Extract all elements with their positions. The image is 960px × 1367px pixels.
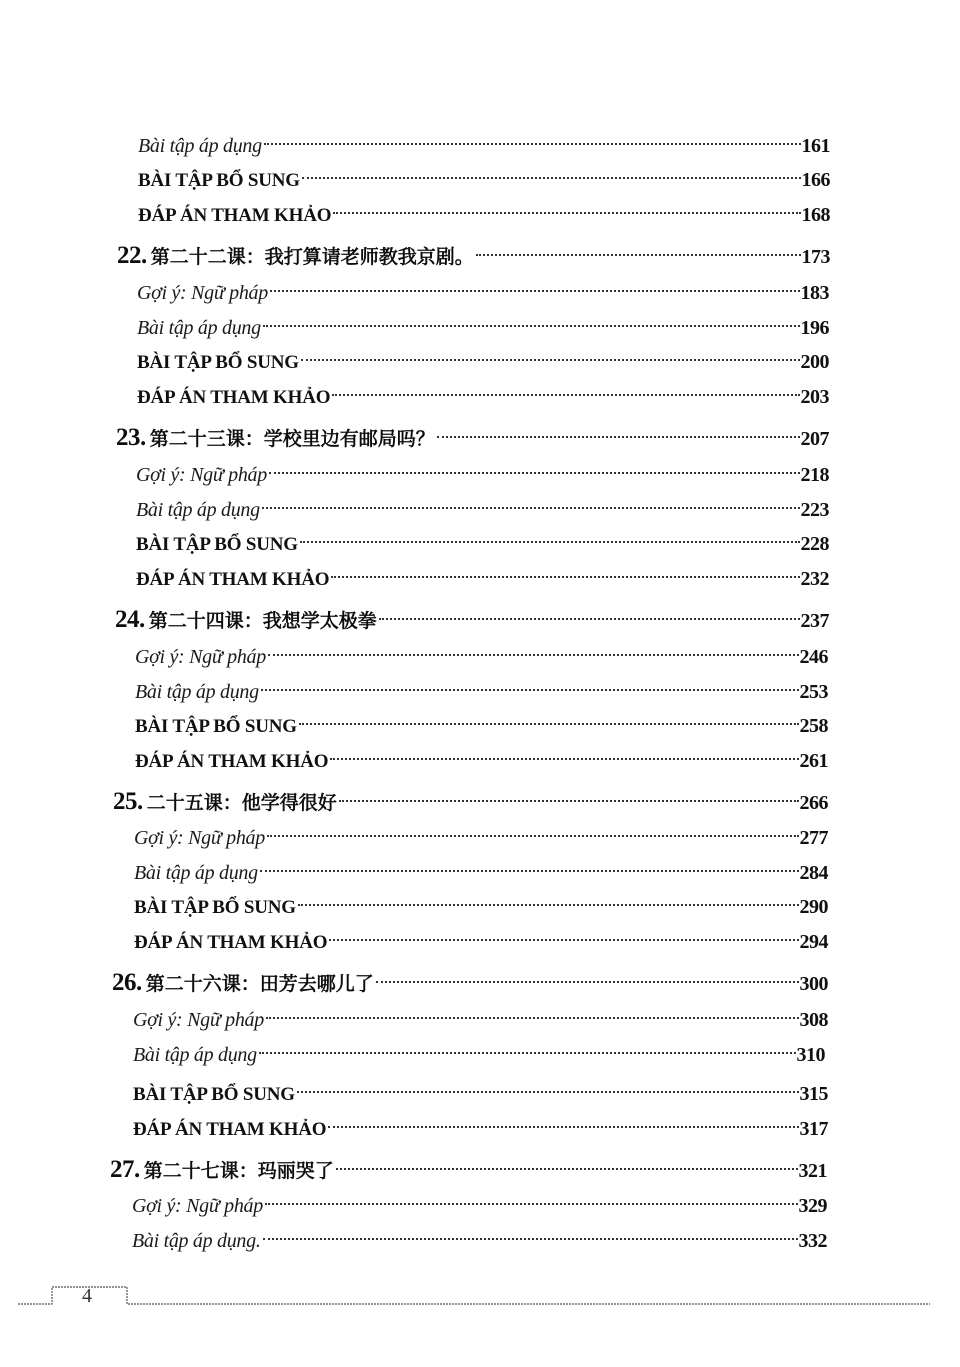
toc-entry-page: 300 <box>799 973 828 995</box>
toc-entry[interactable] <box>132 1217 827 1252</box>
toc-entry[interactable] <box>133 1105 828 1140</box>
toc-entry-page: 183 <box>800 282 829 304</box>
dot-leader <box>262 486 800 516</box>
toc-entry-label: Gợi ý: Ngữ pháp <box>137 282 268 304</box>
chapter-number: 27. <box>110 1156 140 1183</box>
toc-entry-page: 290 <box>799 896 828 918</box>
dot-leader <box>476 229 801 263</box>
toc-entry[interactable] <box>134 918 828 953</box>
footer-rule <box>0 1280 960 1320</box>
toc-entry-label: ĐÁP ÁN THAM KHẢO <box>134 932 328 953</box>
dot-leader <box>268 633 799 663</box>
toc-entry-page: 228 <box>800 533 829 555</box>
dot-leader <box>329 918 798 948</box>
dot-leader <box>301 338 800 368</box>
toc-entry-label: BÀI TẬP BỔ SUNG <box>138 170 300 191</box>
dot-leader <box>265 1182 798 1212</box>
toc-chapter-entry[interactable] <box>113 775 828 815</box>
toc-entry-label: Gợi ý: Ngữ pháp <box>134 827 265 849</box>
toc-chapter-entry[interactable] <box>110 1143 827 1183</box>
toc-entry[interactable] <box>135 668 828 703</box>
toc-entry[interactable] <box>136 451 829 486</box>
chapter-number: 26. <box>112 969 142 996</box>
chapter-number: 24. <box>115 606 145 633</box>
toc-entry[interactable] <box>137 338 829 373</box>
toc-entry[interactable] <box>133 1070 828 1105</box>
dot-leader <box>261 668 799 698</box>
dot-leader <box>263 304 800 334</box>
toc-chapter-entry[interactable] <box>117 229 830 269</box>
toc-entry-page: 207 <box>800 428 829 450</box>
toc-entry-label: Bài tập áp dụng <box>136 499 260 521</box>
dot-leader <box>263 1217 798 1247</box>
toc-entry-label: BÀI TẬP BỔ SUNG <box>136 534 298 555</box>
chapter-title: 二十五课：他学得很好 <box>146 792 337 814</box>
toc-entry-label: BÀI TẬP BỔ SUNG <box>135 716 297 737</box>
toc-entry-page: 317 <box>799 1118 828 1140</box>
toc-entry-page: 308 <box>799 1009 828 1031</box>
toc-entry[interactable] <box>138 122 830 157</box>
toc-entry-page: 203 <box>800 386 829 408</box>
toc-entry[interactable] <box>132 1182 827 1217</box>
toc-entry[interactable] <box>137 269 829 304</box>
toc-entry[interactable] <box>136 486 829 521</box>
chapter-title: 第二十六课：田芳去哪儿了 <box>145 973 374 995</box>
toc-entry-label: BÀI TẬP BỔ SUNG <box>137 352 299 373</box>
dot-leader <box>270 269 800 299</box>
toc-chapter-entry[interactable] <box>116 411 829 451</box>
toc-entry-page: 173 <box>801 246 830 268</box>
dot-leader <box>300 520 800 550</box>
chapter-title: 第二十四课：我想学太极拳 <box>148 610 377 632</box>
toc-entry-page: 315 <box>799 1083 828 1105</box>
toc-entry-page: 196 <box>800 317 829 339</box>
toc-chapter-entry[interactable] <box>115 593 829 633</box>
toc-entry-label: Bài tập áp dụng <box>133 1044 257 1066</box>
toc-entry-label: Bài tập áp dụng <box>138 135 262 157</box>
toc-entry-page: 218 <box>800 464 829 486</box>
toc-entry-label: Gợi ý: Ngữ pháp <box>136 464 267 486</box>
toc-entry[interactable] <box>135 737 828 772</box>
toc-entry-label: ĐÁP ÁN THAM KHẢO <box>133 1119 327 1140</box>
toc-entry-page: 284 <box>799 862 828 884</box>
dot-leader <box>336 1143 798 1177</box>
toc-entry[interactable] <box>135 633 828 668</box>
page-number: 4 <box>82 1285 92 1307</box>
toc-entry[interactable] <box>133 1031 825 1066</box>
toc-entry-page: 332 <box>798 1230 827 1252</box>
toc-entry-label: ĐÁP ÁN THAM KHẢO <box>137 387 331 408</box>
dot-leader <box>379 593 800 627</box>
toc-entry-page: 166 <box>801 169 830 191</box>
dot-leader <box>331 555 799 585</box>
dot-leader <box>267 814 799 844</box>
toc-entry[interactable] <box>137 373 829 408</box>
dot-leader <box>266 996 799 1026</box>
dot-leader <box>299 702 799 732</box>
toc-entry-page: 232 <box>800 568 829 590</box>
toc-entry-page: 277 <box>799 827 828 849</box>
toc-entry-page: 310 <box>796 1044 825 1066</box>
chapter-number: 22. <box>117 242 147 269</box>
chapter-number: 25. <box>113 788 143 815</box>
toc-entry-page: 223 <box>800 499 829 521</box>
toc-entry-label: Bài tập áp dụng. <box>132 1230 261 1252</box>
chapter-title: 第二十二课：我打算请老师教我京剧。 <box>150 246 474 268</box>
page-footer <box>0 1280 960 1320</box>
toc-entry-label: Bài tập áp dụng <box>135 681 259 703</box>
dot-leader <box>328 1105 798 1135</box>
toc-entry-page: 246 <box>799 646 828 668</box>
dot-leader <box>302 156 801 186</box>
dot-leader <box>339 775 799 809</box>
toc-entry-label: Gợi ý: Ngữ pháp <box>133 1009 264 1031</box>
toc-entry-label: BÀI TẬP BỔ SUNG <box>134 897 296 918</box>
toc-entry-label: Bài tập áp dụng <box>137 317 261 339</box>
toc-entry-page: 161 <box>801 135 830 157</box>
dot-leader <box>333 191 800 221</box>
toc-entry[interactable] <box>138 156 830 191</box>
toc-entry-label: ĐÁP ÁN THAM KHẢO <box>138 205 332 226</box>
chapter-title: 第二十三课：学校里边有邮局吗？ <box>149 428 435 450</box>
toc-entry-label: ĐÁP ÁN THAM KHẢO <box>135 751 329 772</box>
toc-entry-page: 329 <box>798 1195 827 1217</box>
dot-leader <box>259 1031 796 1061</box>
toc-entry[interactable] <box>137 304 829 339</box>
toc-entry[interactable] <box>135 702 828 737</box>
toc-entry-page: 294 <box>799 931 828 953</box>
chapter-title: 第二十七课：玛丽哭了 <box>143 1160 334 1182</box>
dot-leader <box>332 373 799 403</box>
dot-leader <box>330 737 798 767</box>
toc-entry-page: 168 <box>801 204 830 226</box>
toc-entry-page: 253 <box>799 681 828 703</box>
dot-leader <box>264 122 801 152</box>
toc-entry-page: 200 <box>800 351 829 373</box>
toc-entry[interactable] <box>134 814 828 849</box>
toc-entry[interactable] <box>134 849 828 884</box>
dot-leader <box>298 883 799 913</box>
toc-entry-label: BÀI TẬP BỔ SUNG <box>133 1084 295 1105</box>
toc-entry-page: 266 <box>799 792 828 814</box>
toc-chapter-entry[interactable] <box>112 956 828 996</box>
toc-entry-label: Gợi ý: Ngữ pháp <box>135 646 266 668</box>
toc-entry-label: ĐÁP ÁN THAM KHẢO <box>136 569 330 590</box>
toc-entry-label: Gợi ý: Ngữ pháp <box>132 1195 263 1217</box>
toc-entry[interactable] <box>133 996 828 1031</box>
toc-entry[interactable] <box>136 520 829 555</box>
dot-leader <box>376 956 799 990</box>
toc-entry[interactable] <box>136 555 829 590</box>
toc-entry-page: 321 <box>798 1160 827 1182</box>
dot-leader <box>260 849 799 879</box>
toc-entry-page: 261 <box>799 750 828 772</box>
dot-leader <box>437 411 800 445</box>
dot-leader <box>297 1070 799 1100</box>
dot-leader <box>269 451 800 481</box>
toc-entry-page: 237 <box>800 610 829 632</box>
toc-entry-label: Bài tập áp dụng <box>134 862 258 884</box>
toc-entry[interactable] <box>138 191 830 226</box>
toc-entry[interactable] <box>134 883 828 918</box>
toc-entry-page: 258 <box>799 715 828 737</box>
chapter-number: 23. <box>116 424 146 451</box>
